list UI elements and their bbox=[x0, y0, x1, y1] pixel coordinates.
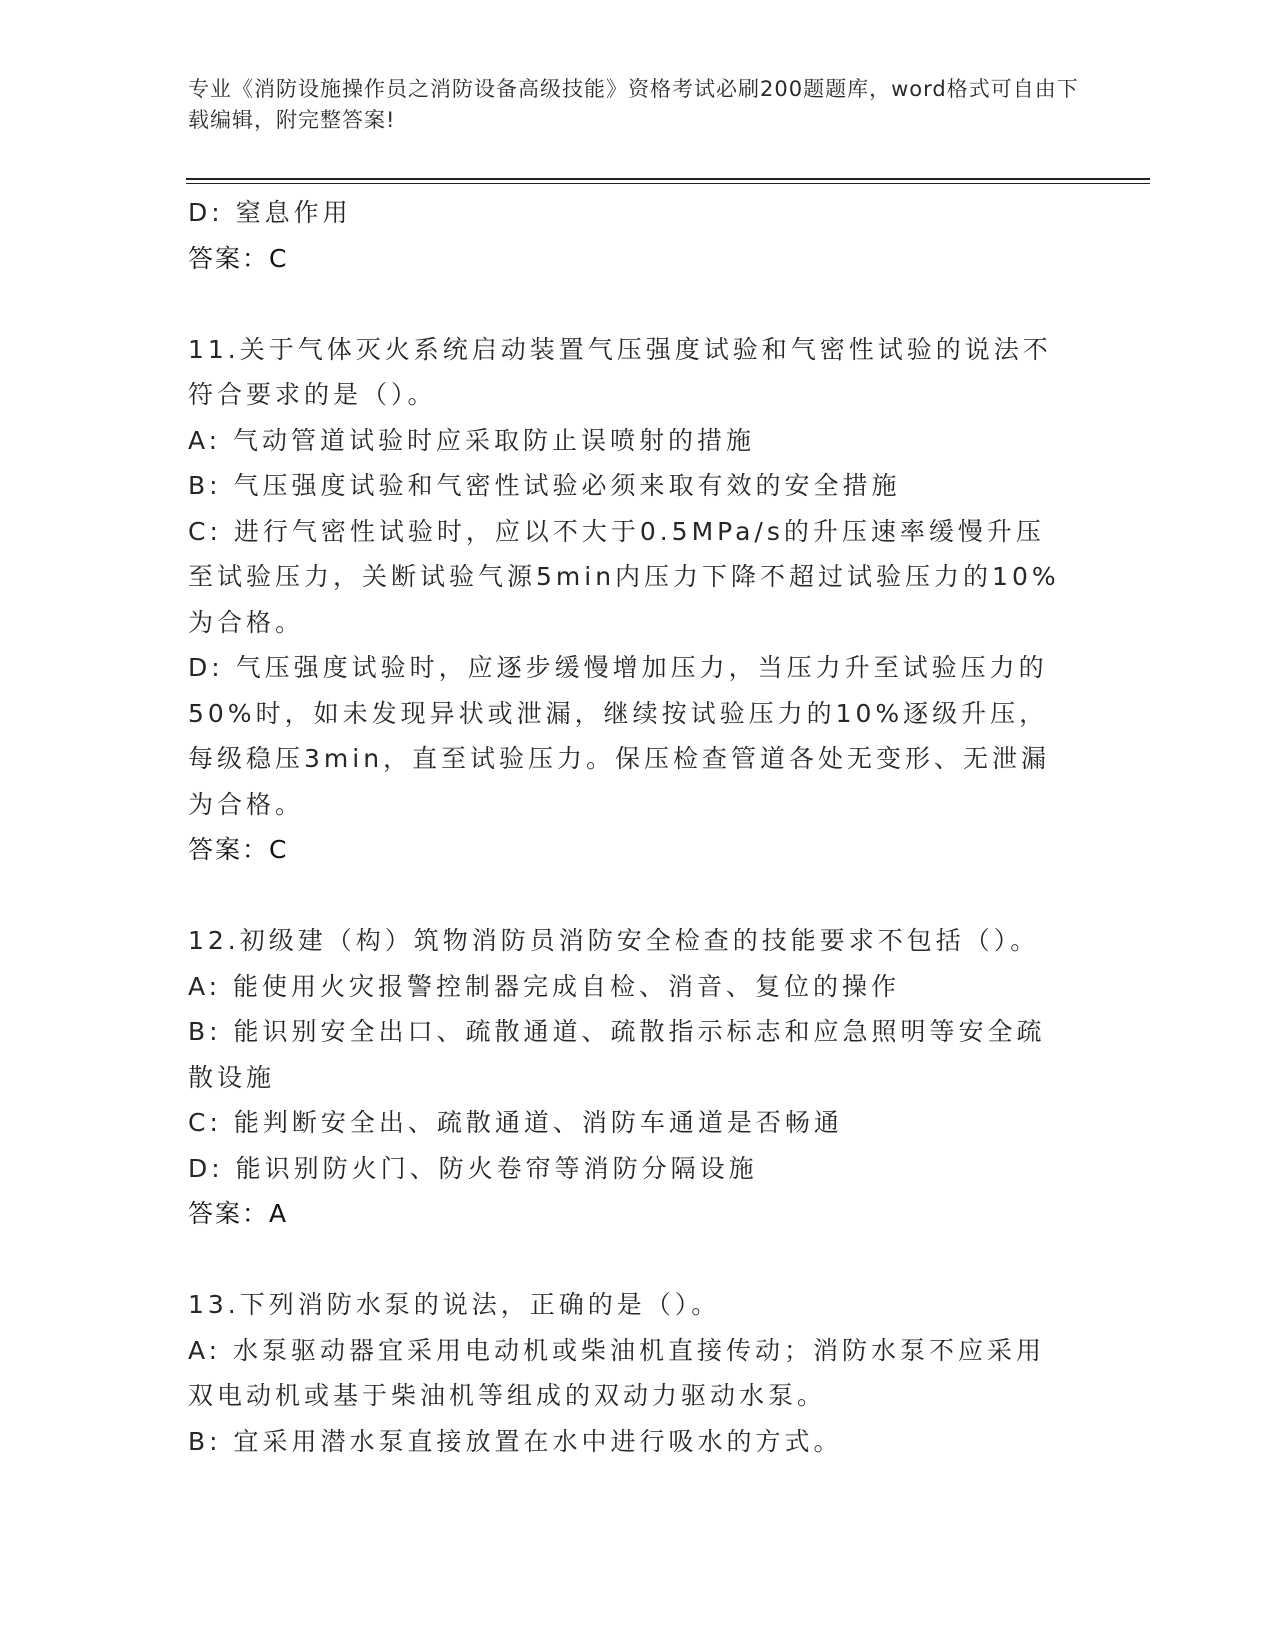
option-a: A: 能使用火灾报警控制器完成自检、消音、复位的操作 bbox=[188, 971, 901, 1001]
question-stem: 12.初级建（构）筑物消防员消防安全检查的技能要求不包括（）。 bbox=[188, 926, 1040, 955]
question-13 bbox=[188, 1282, 1068, 1464]
spacer bbox=[188, 1237, 1068, 1283]
option-b: B: 气压强度试验和气密性试验必须来取有效的安全措施 bbox=[188, 471, 901, 500]
option-b: B: 宜采用潜水泵直接放置在水中进行吸水的方式。 bbox=[188, 1426, 843, 1456]
spacer bbox=[188, 873, 1068, 919]
question-12 bbox=[188, 918, 1068, 1237]
answer-line: 答案：A bbox=[188, 1199, 289, 1228]
option-d: D: 能识别防火门、防火卷帘等消防分隔设施 bbox=[188, 1153, 758, 1183]
answer-line: 答案：C bbox=[188, 835, 289, 864]
option-c: C: 进行气密性试验时，应以不大于0.5MPa/s的升压速率缓慢升压至试验压力，关断试验气源5min内压力下降不超过试验压力的10%为合格。 bbox=[188, 516, 1060, 637]
header-divider-thin bbox=[186, 183, 1150, 184]
option-c: C: 能判断安全出、疏散通道、消防车通道是否畅通 bbox=[188, 1108, 843, 1137]
header-divider-thick bbox=[186, 178, 1150, 180]
spacer bbox=[188, 281, 1068, 327]
question-11 bbox=[188, 327, 1068, 873]
document-body bbox=[188, 190, 1068, 1464]
option-d: D: 气压强度试验时，应逐步缓慢增加压力，当压力升至试验压力的50%时，如未发现异状或泄漏，继续按试验压力的10%逐级升压，每级稳压3min，直至试验压力。保压检查管道各处无变形、无泄漏为合格。 bbox=[188, 653, 1051, 819]
option-b: B: 能识别安全出口、疏散通道、疏散指示标志和应急照明等安全疏散设施 bbox=[188, 1017, 1046, 1092]
question-stem: 13.下列消防水泵的说法，正确的是（）。 bbox=[188, 1290, 721, 1319]
answer-line: 答案：C bbox=[188, 243, 289, 273]
document-header: 专业《消防设施操作员之消防设备高级技能》资格考试必刷200题题库，word格式可自由下载编辑，附完整答案! bbox=[188, 77, 1079, 132]
question-stem: 11.关于气体灭火系统启动装置气压强度试验和气密性试验的说法不符合要求的是（）。 bbox=[188, 334, 1052, 409]
option-d: D: 窒息作用 bbox=[188, 198, 352, 227]
option-a: A: 气动管道试验时应采取防止误喷射的措施 bbox=[188, 425, 756, 455]
option-a: A: 水泵驱动器宜采用电动机或柴油机直接传动；消防水泵不应采用双电动机或基于柴油机等组成的双动力驱动水泵。 bbox=[188, 1335, 1046, 1410]
previous-question-tail bbox=[188, 190, 1068, 281]
